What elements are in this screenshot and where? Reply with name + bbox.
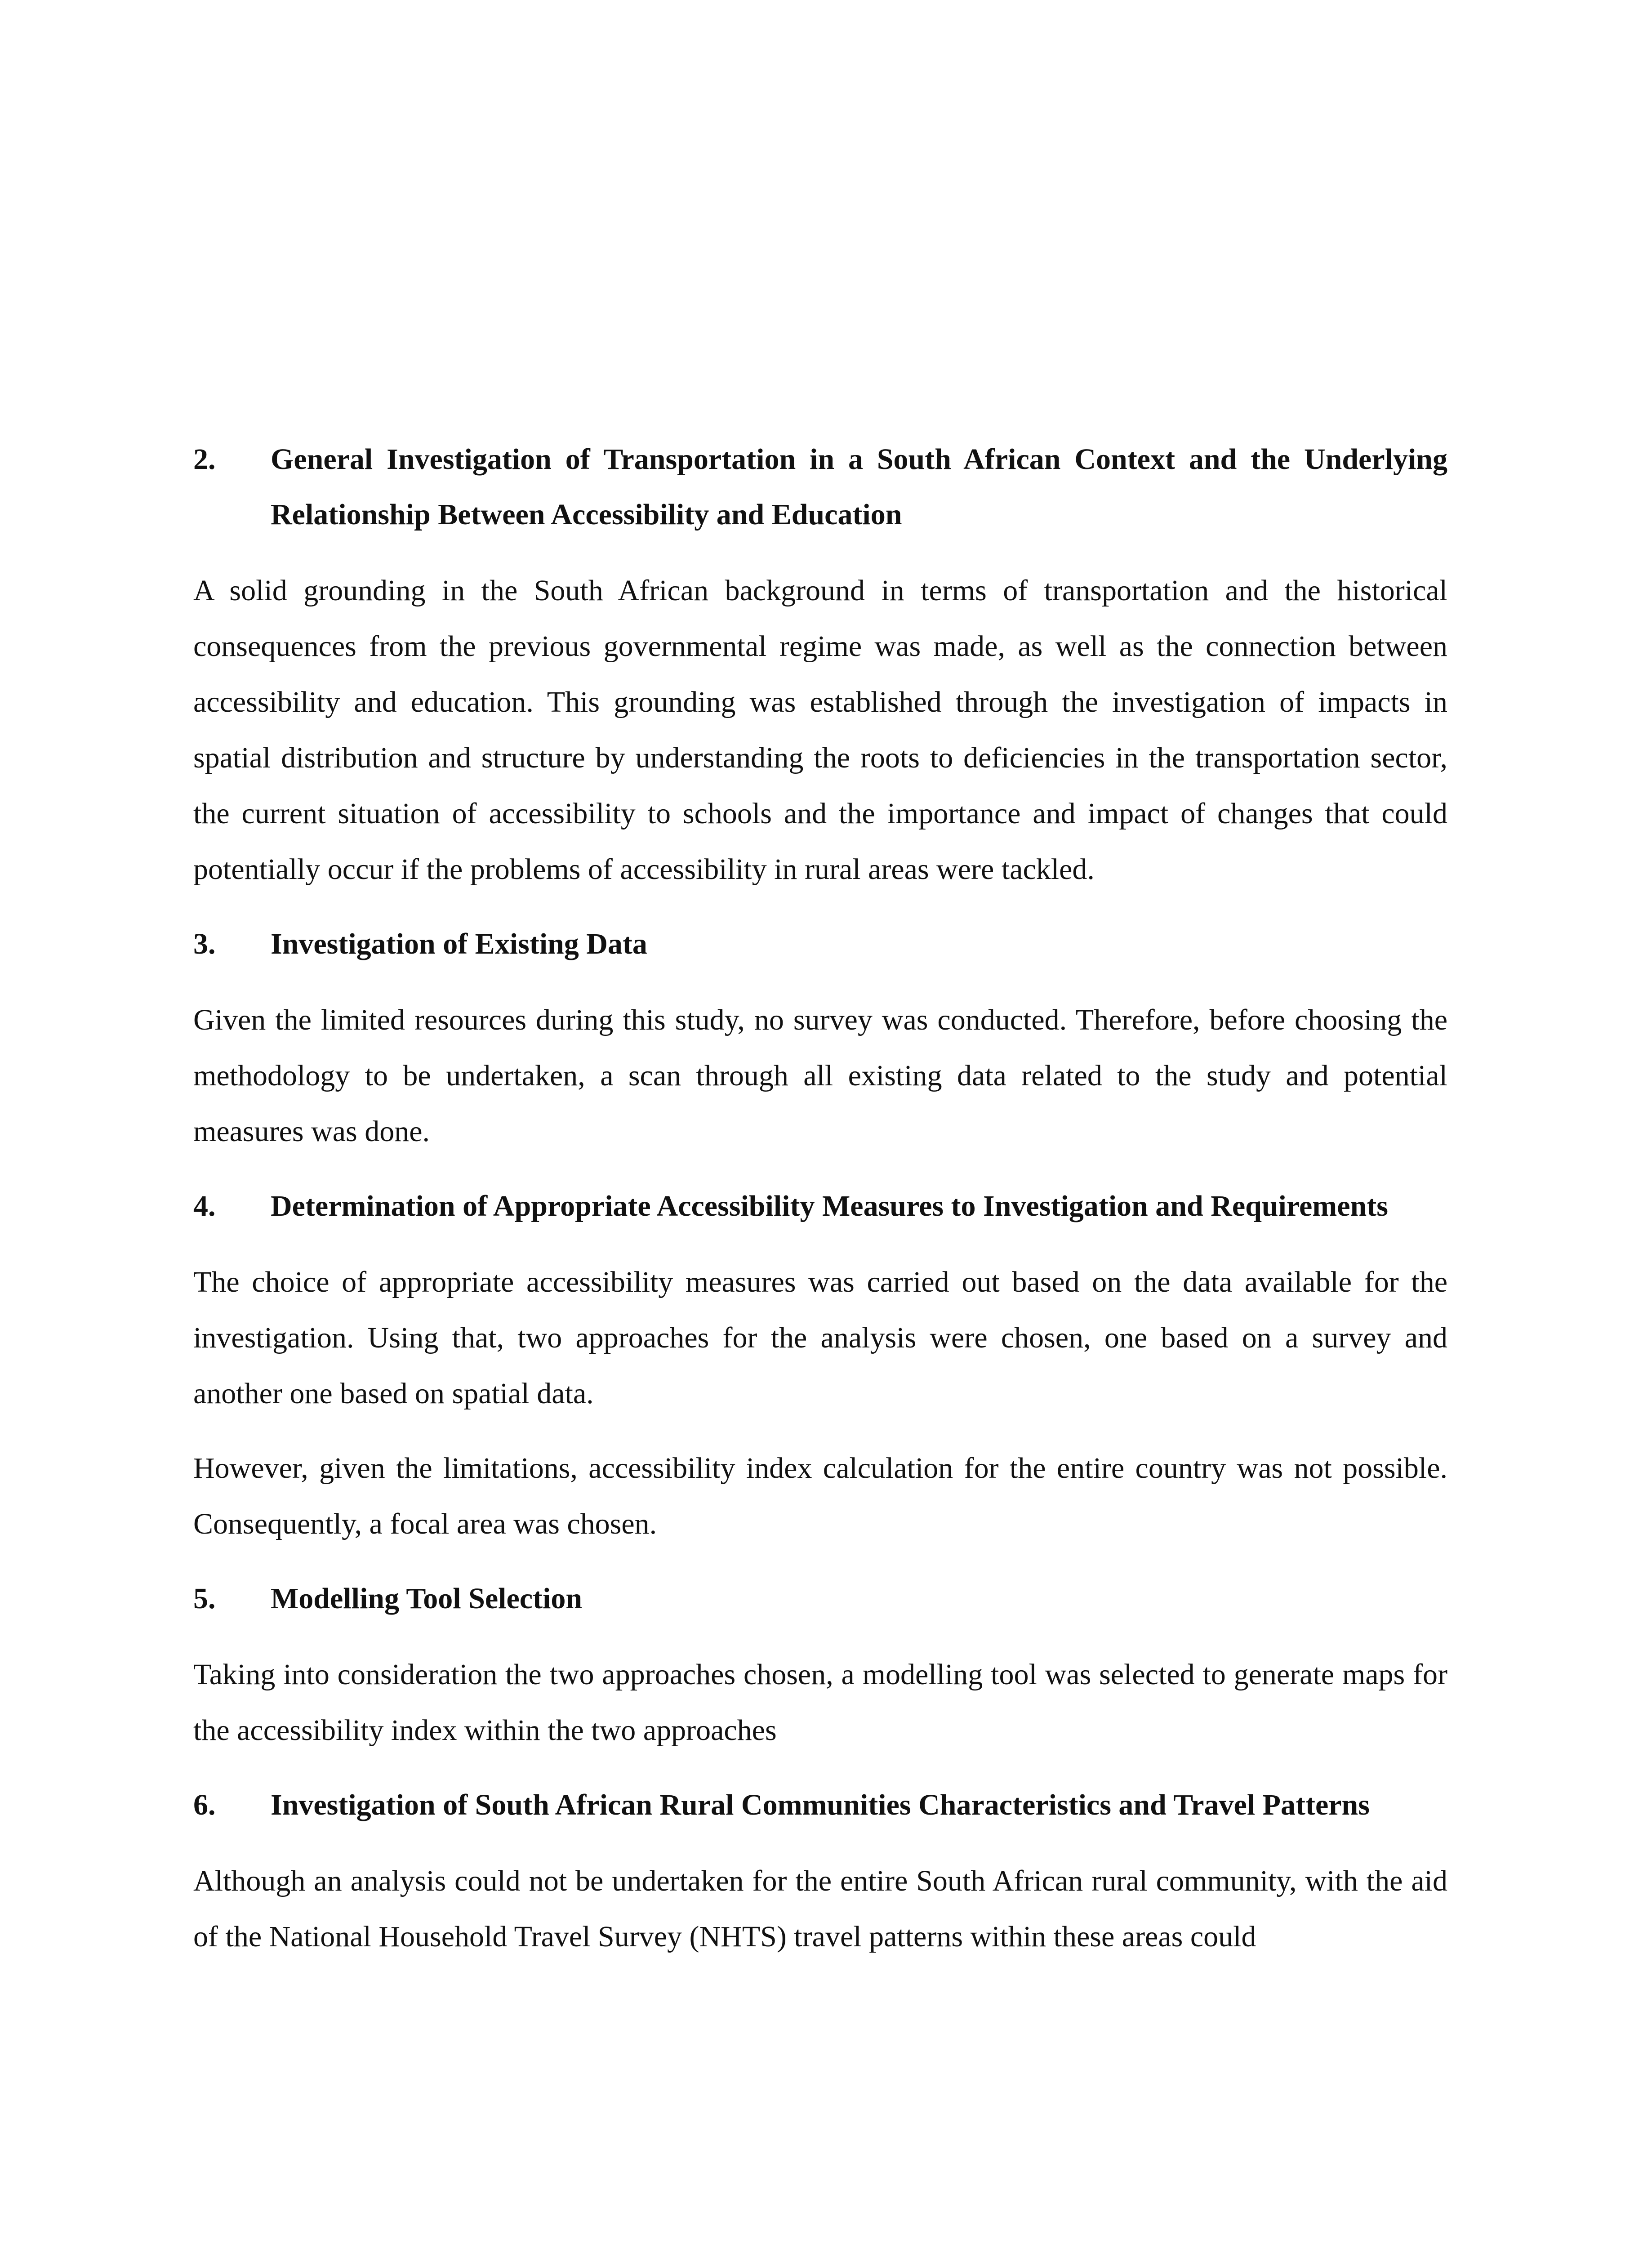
body-paragraph: A solid grounding in the South African background in terms of transportation and the historical consequences from the previous governmental regime was made, as well as the connection between accessibility and education. This grounding was established through the investigation of impacts in spatial distribution and structure by understanding the roots to deficiencies in the transportation sector, the current situation of accessibility to schools and the importance and impact of changes that could potentially occur if the problems of accessibility in rural areas were tackled. <box>193 574 1447 886</box>
page-content <box>193 432 1447 1965</box>
body-paragraph: However, given the limitations, accessibility index calculation for the entire country was not possible. Consequently, a focal area was chosen. <box>193 1452 1447 1540</box>
section-number: 4. <box>193 1190 216 1222</box>
body-paragraph: Although an analysis could not be undertaken for the entire South African rural community, with the aid of the National Household Travel Survey (NHTS) travel patterns within these areas could <box>193 1864 1447 1953</box>
section-number: 6. <box>193 1789 216 1821</box>
section-number: 5. <box>193 1582 216 1615</box>
section-number: 2. <box>193 443 216 476</box>
section-4 <box>193 1178 1447 1552</box>
section-2 <box>193 432 1447 897</box>
body-paragraph: The choice of appropriate accessibility measures was carried out based on the data available for the investigation. Using that, two approaches for the analysis were chosen, one based on a survey and another one based on spatial data. <box>193 1266 1447 1410</box>
body-paragraph: Given the limited resources during this study, no survey was conducted. Therefore, before choosing the methodology to be undertaken, a scan through all existing data related to the study and potential measures was done. <box>193 1004 1447 1148</box>
section-heading <box>193 1777 1447 1833</box>
section-5 <box>193 1571 1447 1758</box>
body-paragraph: Taking into consideration the two approaches chosen, a modelling tool was selected to generate maps for the accessibility index within the two approaches <box>193 1658 1447 1747</box>
section-title: Modelling Tool Selection <box>271 1582 583 1615</box>
section-title: Investigation of Existing Data <box>271 928 647 960</box>
section-heading <box>193 432 1447 542</box>
section-title: General Investigation of Transportation in a South African Context and the Underlying Relationship Between Accessibility and Education <box>271 443 1447 531</box>
section-heading <box>193 1571 1447 1626</box>
section-title: Determination of Appropriate Accessibility Measures to Investigation and Requirements <box>271 1190 1388 1222</box>
section-title: Investigation of South African Rural Communities Characteristics and Travel Patterns <box>271 1789 1370 1821</box>
section-3 <box>193 916 1447 1160</box>
section-6 <box>193 1777 1447 1965</box>
section-heading <box>193 1178 1447 1234</box>
section-number: 3. <box>193 928 216 960</box>
section-heading <box>193 916 1447 972</box>
